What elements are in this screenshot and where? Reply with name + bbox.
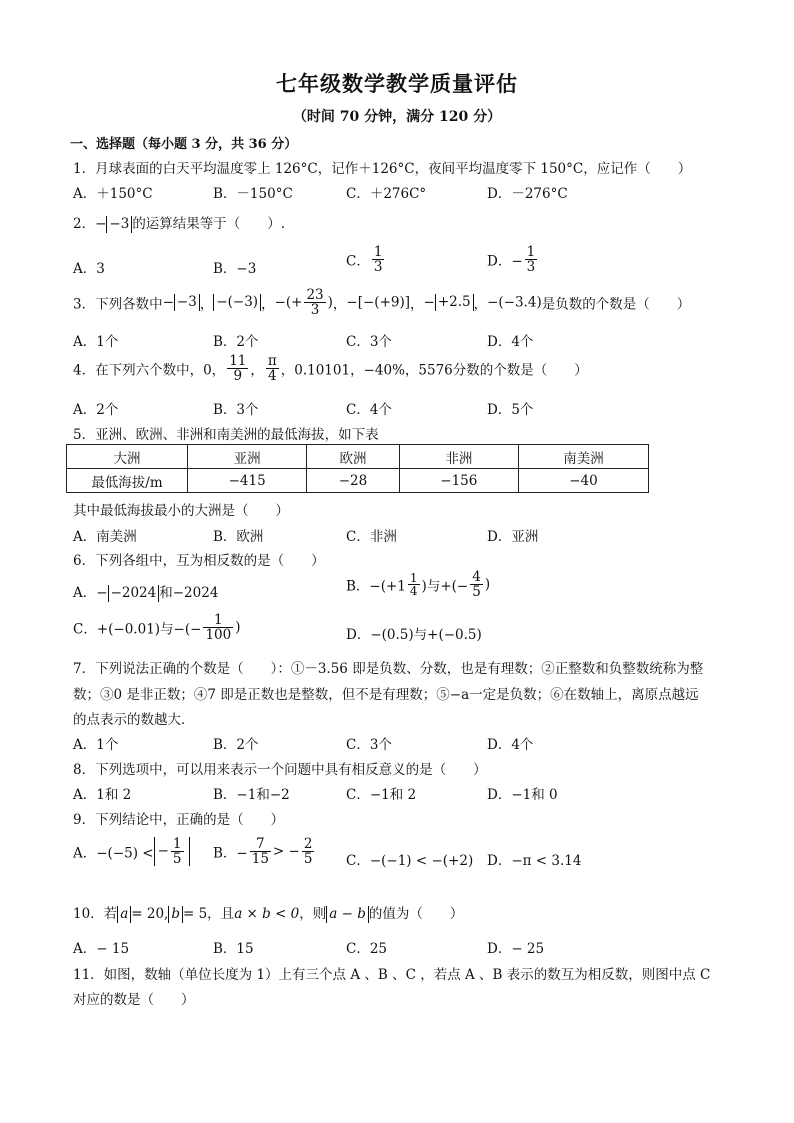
q3-e5-minus: − xyxy=(423,294,435,311)
q6-b-den: 4 xyxy=(409,584,418,599)
q3-e3-pre: −(+ xyxy=(274,294,303,311)
question-7-line-1: 7．下列说法正确的个数是（ ）：①－3.56 即是负数、分数，也是有理数；②正整数和负整数统称为整 xyxy=(73,661,704,677)
q4-f1-num: 11 xyxy=(229,353,247,369)
q9-b-num: 7 xyxy=(250,837,271,852)
q6-b-den2: 5 xyxy=(472,584,481,601)
q3-option-a: A．1个 xyxy=(73,334,119,350)
q2-abs-expr: −3 xyxy=(106,216,132,233)
q3-e3-num: 23 xyxy=(306,287,324,303)
question-11-line-1: 11．如图，数轴（单位长度为 1）上有三个点 A 、B 、C ，若点 A 、B 表示的数互为相反数，则图中点 C xyxy=(73,967,711,983)
q3-e1-abs: −3 xyxy=(174,294,200,311)
q9-option-c: C．−(−1) < −(+2) xyxy=(346,853,474,869)
q9-b-num2: 2 xyxy=(303,836,313,852)
q10-mid: ，则 xyxy=(299,906,327,922)
q6-b-fraction-2 xyxy=(470,570,483,599)
q6-b-mid: )与+(− xyxy=(421,578,469,595)
q3-e6: −(−3.4) xyxy=(487,294,542,311)
q7-option-b: B．2个 xyxy=(213,737,259,753)
table-cell: 南美洲 xyxy=(518,445,648,469)
q3-number: 3．下列各数中 xyxy=(73,296,163,313)
table-cell: −40 xyxy=(518,469,648,493)
question-4-stem xyxy=(73,354,588,383)
q10-option-b: B．15 xyxy=(213,941,254,957)
q3-sep-1: ， xyxy=(199,296,214,313)
q10-eq1: = 20, xyxy=(131,906,169,922)
q3-option-d: D．4个 xyxy=(487,334,534,350)
q8-option-a: A．1和 2 xyxy=(73,787,132,803)
q3-e3-post: ) xyxy=(327,294,333,311)
q4-sep: ， xyxy=(250,362,264,379)
elevation-table xyxy=(66,444,649,493)
table-header-row xyxy=(67,445,649,469)
table-cell: 非洲 xyxy=(399,445,518,469)
table-row xyxy=(67,469,649,493)
q4-f2-den: 4 xyxy=(268,368,277,385)
question-7-line-3: 的点表示的数越大． xyxy=(73,712,195,728)
q6-c-den: 100 xyxy=(205,627,232,644)
q1-option-d: D．－276°C xyxy=(487,186,568,202)
q3-e3-den: 3 xyxy=(310,302,320,319)
table-cell: 亚洲 xyxy=(188,445,307,469)
q3-option-b: B．2个 xyxy=(213,334,259,350)
q9-a-num: 1 xyxy=(172,836,182,852)
question-5-stem: 5．亚洲、欧洲、非洲和南美洲的最低海拔，如下表 xyxy=(73,427,379,443)
exam-subtitle: （时间 70 分钟，满分 120 分） xyxy=(292,109,502,125)
question-9-stem: 9．下列结论中，正确的是（ ） xyxy=(73,812,285,828)
q8-option-c: C．−1和 2 xyxy=(346,787,417,803)
question-11-line-2: 对应的数是（ ） xyxy=(73,992,195,1008)
q5-option-b: B．欧洲 xyxy=(213,529,264,545)
q4-pre: 4．在下列六个数中，0， xyxy=(73,362,226,379)
q3-e5-abs: +2.5 xyxy=(435,294,474,311)
q9-option-b xyxy=(213,837,316,866)
q4-f1-den: 9 xyxy=(233,368,243,385)
q9-a-fraction xyxy=(171,837,184,866)
q10-option-c: C．25 xyxy=(346,941,388,957)
table-cell: 大洲 xyxy=(67,445,188,469)
q2-option-c xyxy=(346,245,386,274)
q6-b-fraction-1 xyxy=(408,572,420,598)
q9-b-den2: 5 xyxy=(303,851,313,868)
q2-c-den: 3 xyxy=(373,259,383,276)
q7-option-a: A．1个 xyxy=(73,737,119,753)
q2-d-den: 3 xyxy=(526,259,536,276)
q3-sep-2: ， xyxy=(261,296,275,313)
q2-number: 2． xyxy=(73,216,96,232)
table-cell: 最低海拔/m xyxy=(67,469,188,493)
q4-option-c: C．4个 xyxy=(346,402,392,418)
q6-a-pre: A．− xyxy=(73,585,108,601)
q9-b-pre: B．− xyxy=(213,845,248,862)
q6-option-a xyxy=(73,581,218,602)
table-cell: −415 xyxy=(188,469,307,493)
q6-c-pre: C．+(−0.01)与−(− xyxy=(73,621,202,638)
q6-c-post: ) xyxy=(235,619,241,636)
table-cell: −156 xyxy=(399,469,518,493)
q2-c-num: 1 xyxy=(373,244,383,260)
q3-sep-5: ， xyxy=(473,296,488,313)
q6-c-num: 1 xyxy=(203,613,233,628)
q4-option-a: A．2个 xyxy=(73,402,119,418)
q2-minus: − xyxy=(95,216,107,232)
question-6-stem: 6．下列各组中，互为相反数的是（ ） xyxy=(73,553,325,569)
q10-eq2: = 5，且 xyxy=(182,906,235,922)
q10-a-abs: a xyxy=(117,906,131,923)
question-2-stem xyxy=(73,212,285,233)
q3-tail: 是负数的个数是（ ） xyxy=(541,296,691,313)
q1-option-c: C．＋276C° xyxy=(346,186,427,202)
q9-b-den: 15 xyxy=(251,851,269,868)
q6-b-num2: 4 xyxy=(472,569,481,585)
q9-a-minus: − xyxy=(157,843,169,860)
q10-option-d: D．− 25 xyxy=(487,941,545,957)
q2-option-b: B．−3 xyxy=(213,261,257,277)
q6-c-fraction xyxy=(203,613,233,642)
q6-b-post: ) xyxy=(484,576,491,593)
q9-b-mid: > − xyxy=(272,843,300,860)
question-10-stem xyxy=(73,902,463,923)
question-7-line-2: 数；③0 是非正数；④7 即是正数也是整数，但不是有理数；⑤−a一定是负数；⑥在数轴上，离原点越远 xyxy=(73,687,699,703)
q6-a-tail: 和−2024 xyxy=(159,585,219,601)
q10-pre: 10．若 xyxy=(73,906,118,922)
q9-a-den: 5 xyxy=(172,851,182,868)
question-1-stem: 1．月球表面的白天平均温度零上 126°C，记作＋126°C，夜间平均温度零下 150°C，应记作（ ） xyxy=(73,161,692,177)
q2-option-d xyxy=(487,245,539,274)
q2-c-fraction xyxy=(372,245,385,274)
q10-b-abs: b xyxy=(168,906,183,923)
q10-ab-abs: a − b xyxy=(326,906,369,923)
q2-d-fraction xyxy=(525,245,538,274)
table-cell: −28 xyxy=(307,469,399,493)
q9-b-fraction-2 xyxy=(302,837,315,866)
q9-option-a xyxy=(73,837,190,866)
q10-tail: 的值为（ ） xyxy=(368,906,464,922)
q3-option-c: C．3个 xyxy=(346,334,392,350)
q2-d-num: 1 xyxy=(526,244,536,260)
q5-option-a: A．南美洲 xyxy=(73,529,137,545)
q8-option-b: B．−1和−2 xyxy=(213,787,290,803)
question-5-after: 其中最低海拔最小的大洲是（ ） xyxy=(73,503,289,519)
q3-e3-fraction xyxy=(304,288,325,317)
q10-option-a: A．− 15 xyxy=(73,941,130,957)
q6-b-num: 1 xyxy=(409,570,418,585)
q10-condition: a × b < 0 xyxy=(234,906,300,922)
q4-option-b: B．3个 xyxy=(213,402,259,418)
q8-option-d: D．−1和 0 xyxy=(487,787,558,803)
q5-option-d: D．亚洲 xyxy=(487,529,539,545)
section-heading: 一、选择题（每小题 3 分，共 36 分） xyxy=(70,137,298,152)
q3-e1-minus: − xyxy=(162,294,174,311)
q7-option-d: D．4个 xyxy=(487,737,534,753)
q9-a-abs xyxy=(154,837,190,866)
q3-sep-4: ， xyxy=(410,296,424,313)
q6-option-d: D．−(0.5)与+(−0.5) xyxy=(346,627,482,643)
q9-option-d: D．−π < 3.14 xyxy=(487,853,582,869)
q5-option-c: C．非洲 xyxy=(346,529,397,545)
page-title: 七年级数学教学质量评估 xyxy=(276,71,518,96)
q3-e4: −[−(+9)] xyxy=(346,294,411,311)
q4-fraction-1 xyxy=(227,354,248,383)
q6-option-b xyxy=(346,570,490,599)
q6-b-pre: B．−(+1 xyxy=(346,578,406,595)
q4-fraction-2 xyxy=(266,354,279,383)
q3-sep-3: ， xyxy=(332,296,347,313)
question-8-stem: 8．下列选项中，可以用来表示一个问题中具有相反意义的是（ ） xyxy=(73,762,487,778)
q2-option-a: A．3 xyxy=(73,261,105,277)
q2-c-label: C． xyxy=(346,253,370,270)
q7-option-c: C．3个 xyxy=(346,737,392,753)
q9-b-fraction-1 xyxy=(250,837,271,866)
q2-d-label: D．− xyxy=(487,253,523,270)
q6-option-c xyxy=(73,613,241,642)
q3-e2-abs: −(−3) xyxy=(213,294,261,311)
table-cell: 欧洲 xyxy=(307,445,399,469)
q1-option-b: B．－150°C xyxy=(213,186,293,202)
q4-tail: ，0.10101，−40%，5576分数的个数是（ ） xyxy=(280,362,588,379)
q6-a-abs: −2024 xyxy=(108,585,160,602)
question-3-stem xyxy=(73,288,690,317)
q4-option-d: D．5个 xyxy=(487,402,534,418)
q4-f2-num: π xyxy=(267,353,277,369)
q1-option-a: A．＋150°C xyxy=(73,186,153,202)
q9-a-pre: A．−(−5) < xyxy=(73,845,154,862)
q2-tail: 的运算结果等于（ ）. xyxy=(132,216,286,232)
